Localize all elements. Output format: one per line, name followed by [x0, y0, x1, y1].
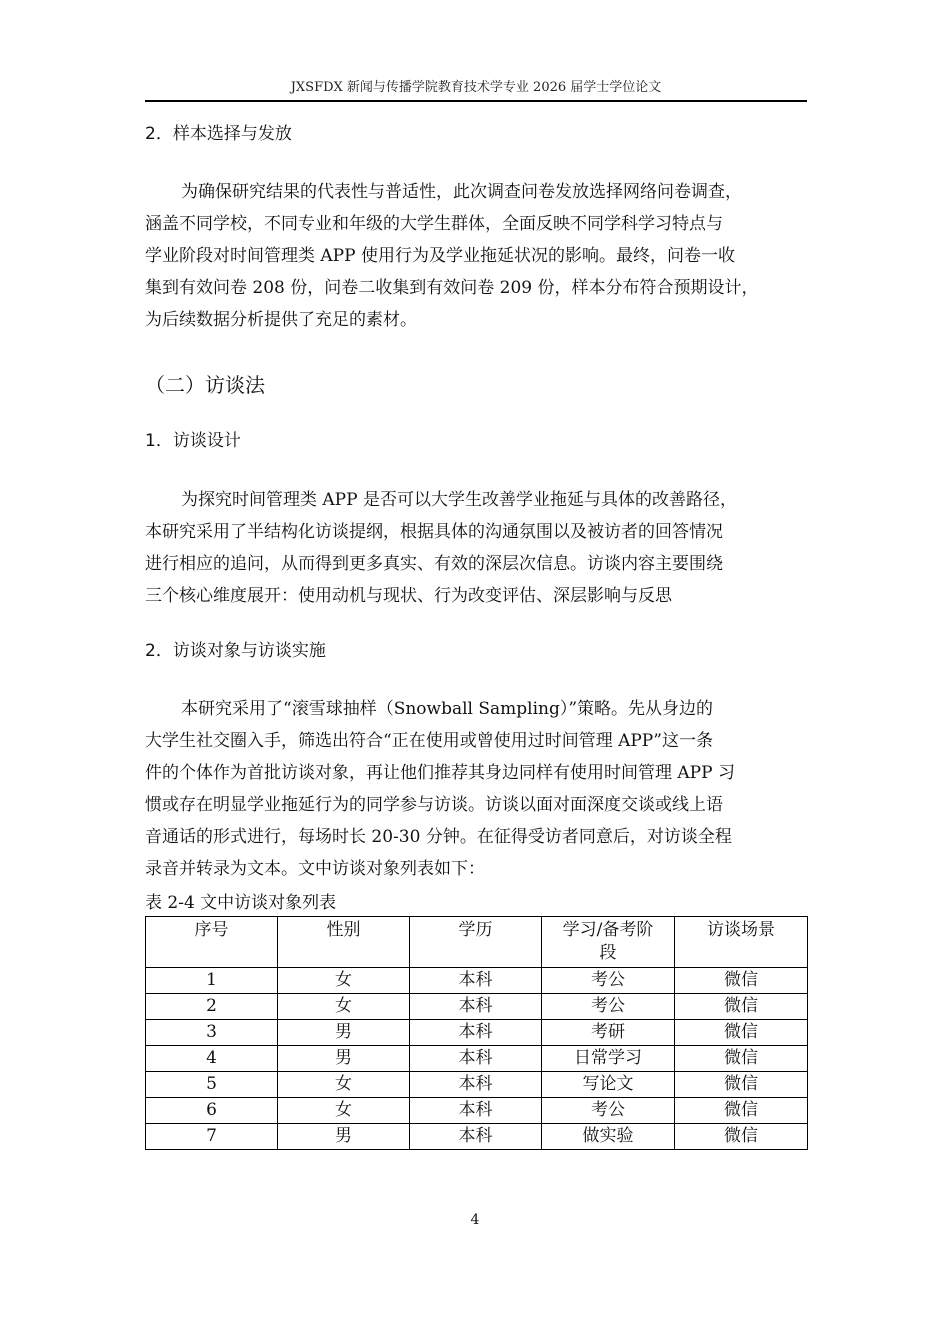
table-cell: 3 [146, 1020, 278, 1046]
column-header-index: 序号 [146, 917, 278, 968]
interviewee-table [145, 916, 808, 1150]
table-cell: 本科 [410, 1072, 542, 1098]
table-cell: 微信 [675, 968, 808, 994]
table-row [146, 1046, 808, 1072]
table-cell: 1 [146, 968, 278, 994]
table-cell: 微信 [675, 1020, 808, 1046]
table-cell: 考研 [542, 1020, 675, 1046]
table-row [146, 968, 808, 994]
table-cell: 本科 [410, 1124, 542, 1150]
table-cell: 考公 [542, 968, 675, 994]
paragraph-line: 为探究时间管理类 APP 是否可以大学生改善学业拖延与具体的改善路径， [181, 490, 737, 510]
paragraph-line: 集到有效问卷 208 份，问卷二收集到有效问卷 209 份，样本分布符合预期设计， [145, 278, 759, 298]
paragraph-line: 惯或存在明显学业拖延行为的同学参与访谈。访谈以面对面深度交谈或线上语 [145, 795, 723, 815]
table-cell: 女 [278, 1098, 410, 1124]
paragraph-line: 为后续数据分析提供了充足的素材。 [145, 310, 417, 330]
column-header-stage [542, 917, 675, 968]
table-cell: 2 [146, 994, 278, 1020]
paragraph-line: 本研究采用了半结构化访谈提纲，根据具体的沟通氛围以及被访者的回答情况 [145, 522, 723, 542]
table-cell: 微信 [675, 1046, 808, 1072]
table-cell: 考公 [542, 994, 675, 1020]
table-cell: 本科 [410, 1098, 542, 1124]
table-cell: 男 [278, 1046, 410, 1072]
table-row [146, 1124, 808, 1150]
table-cell: 女 [278, 994, 410, 1020]
paragraph-line: 音通话的形式进行，每场时长 20-30 分钟。在征得受访者同意后，对访谈全程 [145, 827, 732, 847]
table-cell: 日常学习 [542, 1046, 675, 1072]
paragraph-line: 大学生社交圈入手，筛选出符合“正在使用或曾使用过时间管理 APP”这一条 [145, 731, 713, 751]
section-heading-interview-method: （二）访谈法 [145, 373, 265, 397]
table-header-row [146, 917, 808, 968]
paragraph-line: 件的个体作为首批访谈对象，再让他们推荐其身边同样有使用时间管理 APP 习 [145, 763, 735, 783]
table-cell: 本科 [410, 968, 542, 994]
table-cell: 女 [278, 968, 410, 994]
running-header: JXSFDX 新闻与传播学院教育技术学专业 2026 届学士学位论文 [290, 80, 662, 95]
table-cell: 做实验 [542, 1124, 675, 1150]
paragraph-line: 涵盖不同学校，不同专业和年级的大学生群体，全面反映不同学科学习特点与 [145, 214, 723, 234]
paragraph-line: 本研究采用了“滚雪球抽样（Snowball Sampling）”策略。先从身边的 [181, 699, 714, 719]
table-cell: 本科 [410, 994, 542, 1020]
table-cell: 微信 [675, 1098, 808, 1124]
table-row [146, 994, 808, 1020]
table-cell: 4 [146, 1046, 278, 1072]
table-cell: 微信 [675, 1072, 808, 1098]
page-number: 4 [470, 1212, 480, 1228]
section-heading-interview-subjects: 2．访谈对象与访谈实施 [145, 641, 326, 661]
paragraph-line: 为确保研究结果的代表性与普适性，此次调查问卷发放选择网络问卷调查， [181, 182, 742, 202]
column-header-scene: 访谈场景 [675, 917, 808, 968]
paragraph-interview-design [145, 484, 807, 612]
table-cell: 写论文 [542, 1072, 675, 1098]
table-caption: 表 2-4 文中访谈对象列表 [145, 893, 337, 913]
table-cell: 5 [146, 1072, 278, 1098]
paragraph-line: 学业阶段对时间管理类 APP 使用行为及学业拖延状况的影响。最终，问卷一收 [145, 246, 735, 266]
table-cell: 男 [278, 1124, 410, 1150]
table-cell: 微信 [675, 1124, 808, 1150]
paragraph-interview-subjects [145, 693, 807, 885]
table-cell: 6 [146, 1098, 278, 1124]
table-cell: 男 [278, 1020, 410, 1046]
table-row [146, 1020, 808, 1046]
table-cell: 本科 [410, 1020, 542, 1046]
paragraph-line: 进行相应的追问，从而得到更多真实、有效的深层次信息。访谈内容主要围绕 [145, 554, 723, 574]
table-cell: 微信 [675, 994, 808, 1020]
paragraph-line: 录音并转录为文本。文中访谈对象列表如下： [145, 859, 485, 879]
table-cell: 7 [146, 1124, 278, 1150]
section-heading-interview-design: 1．访谈设计 [145, 431, 241, 451]
table-cell: 本科 [410, 1046, 542, 1072]
table-cell: 女 [278, 1072, 410, 1098]
column-header-stage-text: 学习/备考阶段 [562, 920, 654, 963]
paragraph-sample-selection [145, 176, 807, 336]
column-header-gender: 性别 [278, 917, 410, 968]
paragraph-line: 三个核心维度展开：使用动机与现状、行为改变评估、深层影响与反思 [145, 586, 672, 606]
table-row [146, 1072, 808, 1098]
table-row [146, 1098, 808, 1124]
column-header-education: 学历 [410, 917, 542, 968]
section-heading-sample-selection: 2．样本选择与发放 [145, 124, 292, 144]
table-cell: 考公 [542, 1098, 675, 1124]
header-rule [145, 100, 807, 102]
